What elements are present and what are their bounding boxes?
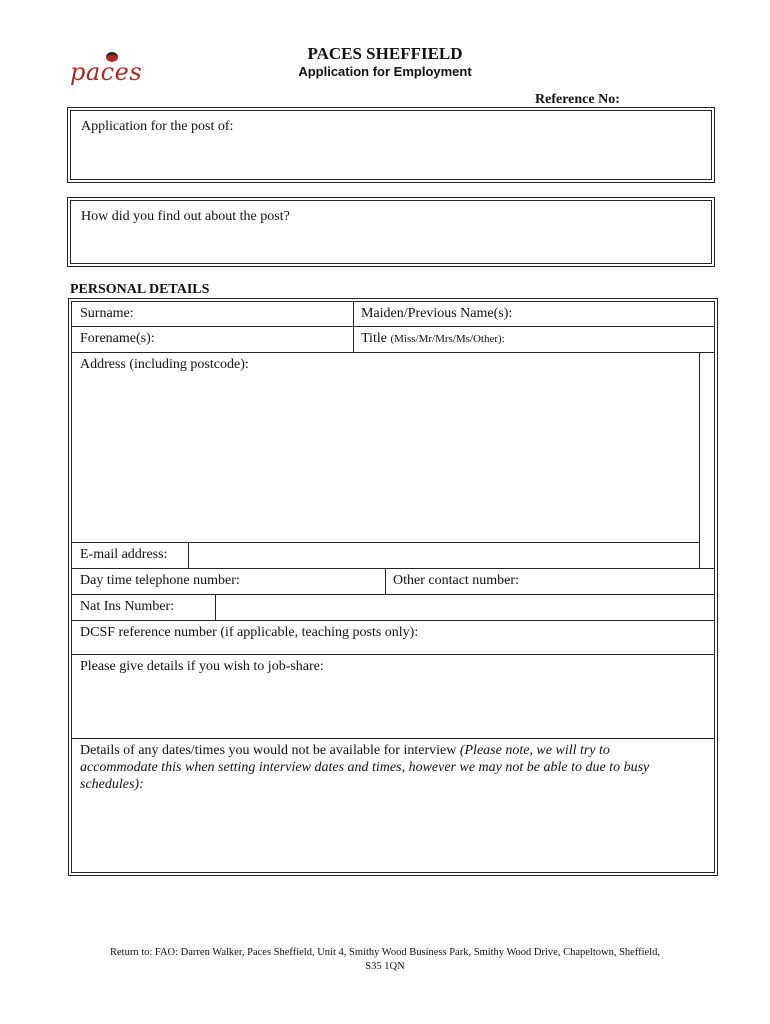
forename-label: Forename(s): bbox=[80, 331, 155, 346]
find-box[interactable] bbox=[67, 197, 715, 267]
post-label: Application for the post of: bbox=[81, 119, 234, 134]
return-address bbox=[60, 946, 710, 974]
page-title: PACES SHEFFIELD bbox=[307, 44, 463, 63]
column-divider bbox=[188, 542, 189, 568]
other-contact-label: Other contact number: bbox=[393, 573, 519, 588]
email-label: E-mail address: bbox=[80, 547, 168, 562]
column-divider bbox=[353, 302, 354, 352]
footer-line-1: Return to: FAO: Darren Walker, Paces Sheffield, Unit 4, Smithy Wood Business Park, Smithy Wood Drive, Chapeltown, Sheffield, bbox=[110, 947, 660, 958]
job-share-label: Please give details if you wish to job-share: bbox=[80, 659, 324, 674]
title-options: (Miss/Mr/Mrs/Ms/Other): bbox=[390, 333, 505, 345]
row-divider bbox=[72, 542, 700, 543]
maiden-name-label: Maiden/Previous Name(s): bbox=[361, 306, 513, 321]
row-divider bbox=[72, 654, 714, 655]
personal-details-table bbox=[68, 298, 718, 876]
availability-note: (Please note, we will try to accommodate this when setting interview dates and times, however we may not be able to due to busy schedules): bbox=[80, 743, 650, 792]
column-divider bbox=[385, 568, 386, 594]
column-divider bbox=[699, 352, 700, 568]
day-phone-label: Day time telephone number: bbox=[80, 573, 240, 588]
availability-lead: Details of any dates/times you would not be available for interview bbox=[80, 743, 460, 758]
title-field bbox=[361, 331, 505, 347]
nat-ins-label: Nat Ins Number: bbox=[80, 599, 175, 614]
footer-line-2: S35 1QN bbox=[365, 961, 405, 972]
column-divider bbox=[215, 594, 216, 620]
row-divider bbox=[72, 594, 714, 595]
row-divider bbox=[72, 738, 714, 739]
row-divider bbox=[72, 326, 714, 327]
address-label: Address (including postcode): bbox=[80, 357, 249, 372]
find-label: How did you find out about the post? bbox=[81, 209, 290, 224]
surname-label: Surname: bbox=[80, 306, 134, 321]
availability-text bbox=[80, 742, 680, 793]
title-label: Title bbox=[361, 331, 387, 346]
logo-text: paces bbox=[70, 58, 143, 86]
row-divider bbox=[72, 620, 714, 621]
post-box[interactable] bbox=[67, 107, 715, 183]
row-divider bbox=[72, 352, 714, 353]
page-subtitle: Application for Employment bbox=[298, 64, 472, 79]
row-divider bbox=[72, 568, 714, 569]
reference-label: Reference No: bbox=[535, 92, 620, 107]
personal-details-heading: PERSONAL DETAILS bbox=[70, 282, 210, 297]
dcsf-label: DCSF reference number (if applicable, teaching posts only): bbox=[80, 625, 419, 640]
